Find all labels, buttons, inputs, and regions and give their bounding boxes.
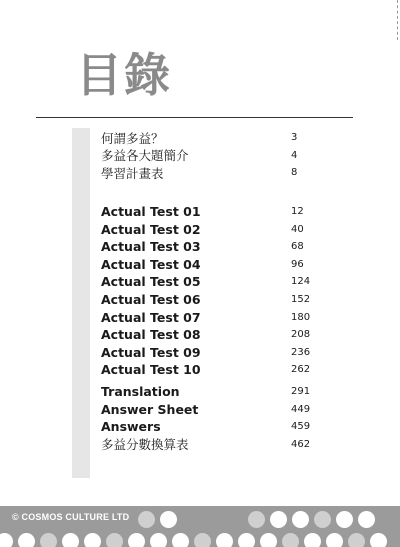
- toc-entry[interactable]: [101, 256, 321, 274]
- toc-entry-page: 180: [291, 311, 311, 323]
- toc-entry[interactable]: [101, 418, 321, 436]
- toc-entry-label: Answers: [101, 419, 161, 435]
- toc-entry-label: Actual Test 06: [101, 292, 201, 308]
- toc-entry-page: 291: [291, 386, 311, 398]
- toc-entry-page: 236: [291, 346, 311, 358]
- dot-icon: [238, 533, 255, 547]
- toc-entry[interactable]: [101, 273, 321, 291]
- dot-icon: [0, 533, 13, 547]
- toc-entry[interactable]: [101, 291, 321, 309]
- toc-entry[interactable]: [101, 344, 321, 362]
- dot-icon: [326, 533, 343, 547]
- toc-entry-label: Actual Test 10: [101, 362, 201, 378]
- dot-icon: [160, 511, 177, 528]
- toc-entry-label: 多益分數換算表: [101, 437, 189, 453]
- toc-entry[interactable]: [101, 400, 321, 418]
- toc-entry[interactable]: [101, 383, 321, 401]
- decorative-dots-top: [138, 511, 375, 528]
- toc-entry-page: 3: [291, 132, 298, 144]
- dot-icon: [128, 533, 145, 547]
- dot-icon: [336, 511, 353, 528]
- dot-icon: [150, 533, 167, 547]
- toc-entry[interactable]: [101, 220, 321, 238]
- dot-icon: [216, 533, 233, 547]
- toc-entry-label: Actual Test 08: [101, 327, 201, 343]
- toc-entry-page: 124: [291, 276, 311, 288]
- dot-icon: [62, 533, 79, 547]
- toc-group-appendix: [101, 383, 321, 453]
- toc-entry[interactable]: [101, 326, 321, 344]
- dot-icon: [248, 511, 265, 528]
- dot-icon: [314, 511, 331, 528]
- dot-icon: [292, 511, 309, 528]
- footer-band: [0, 506, 400, 547]
- dot-icon: [182, 511, 199, 528]
- toc-group-tests: [101, 203, 321, 379]
- dot-icon: [358, 511, 375, 528]
- toc-entry[interactable]: [101, 203, 321, 221]
- dot-icon: [40, 533, 57, 547]
- dot-icon: [304, 533, 321, 547]
- toc-entry-page: 262: [291, 364, 311, 376]
- toc-entry-page: 208: [291, 329, 311, 341]
- toc-side-bar: [72, 128, 90, 478]
- page-title: 目錄: [76, 48, 172, 102]
- toc-entry-page: 152: [291, 294, 311, 306]
- toc-entry-label: 學習計畫表: [101, 165, 164, 181]
- dot-icon: [260, 533, 277, 547]
- page-trim-mark: [397, 0, 398, 40]
- dot-icon: [204, 511, 221, 528]
- dot-icon: [106, 533, 123, 547]
- dot-icon: [370, 533, 387, 547]
- toc-entry[interactable]: [101, 164, 321, 182]
- toc-entry-label: Actual Test 05: [101, 274, 201, 290]
- toc-entry-label: Actual Test 07: [101, 309, 201, 325]
- dot-icon: [84, 533, 101, 547]
- toc-entry-page: 449: [291, 403, 311, 415]
- toc-entry[interactable]: [101, 308, 321, 326]
- toc-entry-page: 8: [291, 167, 298, 179]
- toc-entry-page: 68: [291, 241, 304, 253]
- dot-icon: [18, 533, 35, 547]
- toc-entry-label: Actual Test 09: [101, 344, 201, 360]
- dot-icon: [270, 511, 287, 528]
- toc-entry-label: 多益各大題簡介: [101, 148, 189, 164]
- decorative-dots-bottom: [0, 533, 387, 547]
- dot-icon: [172, 533, 189, 547]
- toc-entry-label: Actual Test 01: [101, 204, 201, 220]
- toc-entry-label: Answer Sheet: [101, 401, 199, 417]
- toc-entry-page: 96: [291, 258, 304, 270]
- dot-icon: [138, 511, 155, 528]
- toc-entry-label: Translation: [101, 384, 180, 400]
- toc-entry-label: Actual Test 03: [101, 239, 201, 255]
- table-of-contents: [101, 129, 321, 453]
- dot-icon: [194, 533, 211, 547]
- toc-entry-page: 462: [291, 438, 311, 450]
- toc-entry[interactable]: [101, 147, 321, 165]
- toc-entry-page: 459: [291, 421, 311, 433]
- dot-icon: [282, 533, 299, 547]
- toc-entry-page: 4: [291, 149, 298, 161]
- dot-icon: [348, 533, 365, 547]
- toc-entry-page: 40: [291, 223, 304, 235]
- dot-icon: [226, 511, 243, 528]
- toc-group-intro: [101, 129, 321, 182]
- publisher-credit: © COSMOS CULTURE LTD: [12, 512, 130, 522]
- toc-entry[interactable]: [101, 361, 321, 379]
- toc-entry[interactable]: [101, 129, 321, 147]
- toc-entry[interactable]: [101, 238, 321, 256]
- toc-entry-label: 何謂多益？: [101, 130, 164, 146]
- toc-entry[interactable]: [101, 436, 321, 454]
- toc-entry-label: Actual Test 04: [101, 256, 201, 272]
- toc-entry-page: 12: [291, 206, 304, 218]
- title-divider: [36, 117, 353, 118]
- toc-entry-label: Actual Test 02: [101, 221, 201, 237]
